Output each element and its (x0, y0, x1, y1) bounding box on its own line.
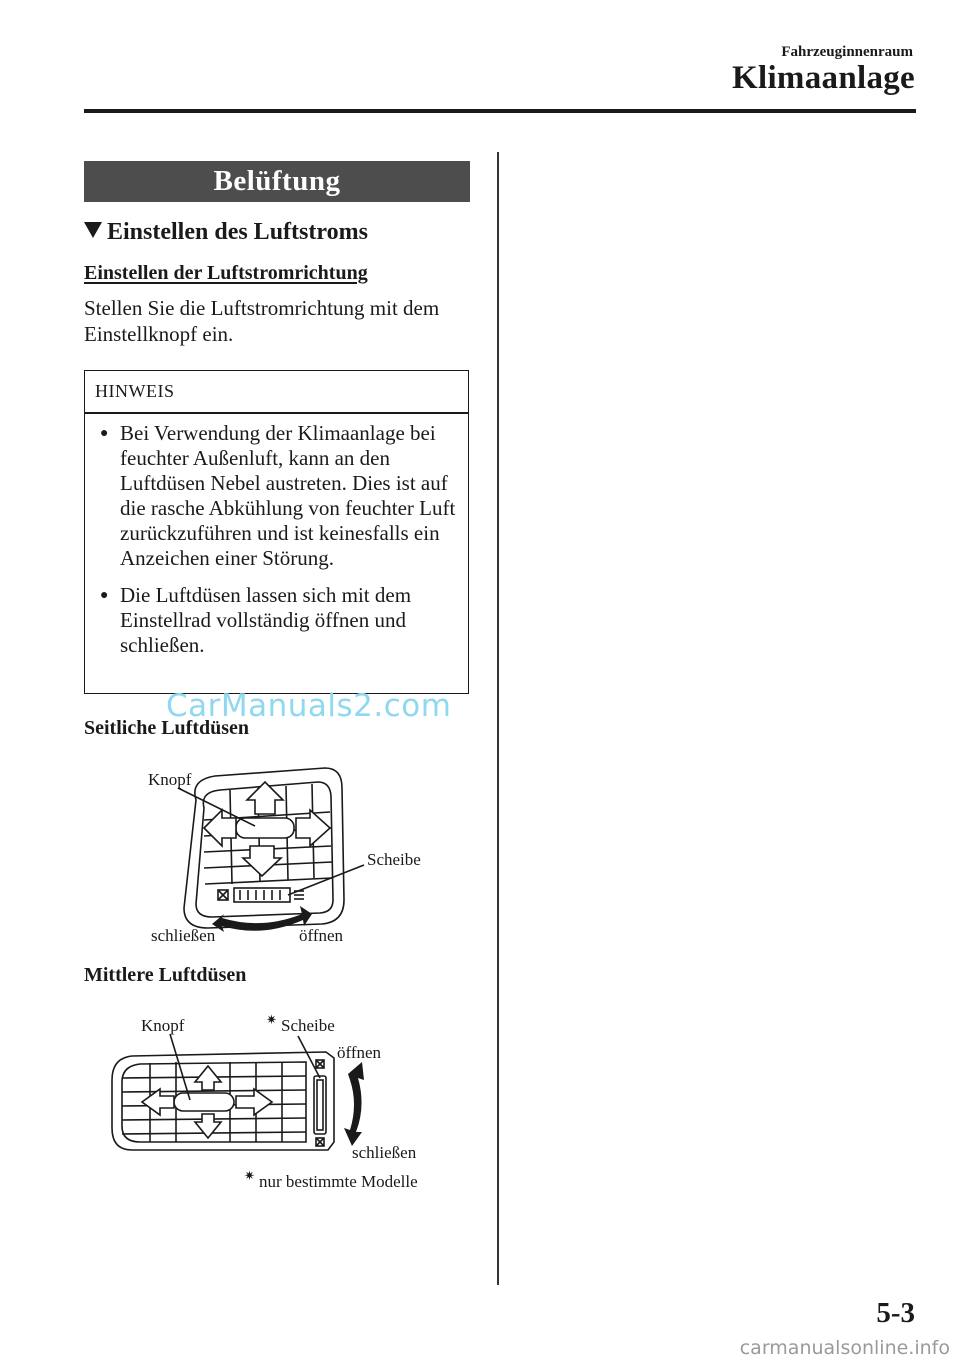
bullet-icon: ● (100, 426, 109, 441)
watermark: CarManuals2.com (166, 688, 452, 724)
chapter-title: Klimaanlage (732, 60, 915, 96)
asterisk-icon: ✷ (266, 1012, 277, 1027)
side-open-label: öffnen (299, 926, 344, 945)
subheading: Einstellen der Luftstromrichtung (84, 262, 368, 284)
center-close-label: schließen (352, 1143, 417, 1162)
center-open-label: öffnen (337, 1043, 382, 1062)
center-knob-label: Knopf (141, 1016, 185, 1035)
note-title: HINWEIS (95, 381, 175, 401)
bullet-icon: ● (100, 588, 109, 603)
side-vents-title: Seitliche Luftdüsen (84, 717, 250, 739)
footer-watermark: carmanualsonline.info (739, 1337, 950, 1359)
side-knob-label: Knopf (148, 770, 192, 789)
note-item: ● Bei Verwendung der Klimaanlage bei feuchter Außenluft, kann an den Luftdüsen Nebel austreten. Dies ist auf die rasche Abkühlung von feuchter Luft zurückzuführen und ist keinesfalls ein Anzeichen einer Störung. (100, 421, 456, 570)
footnote-asterisk-icon: ✷ (244, 1168, 255, 1183)
center-vents-title: Mittlere Luftdüsen (84, 964, 247, 986)
heading-text: Einstellen des Luftstroms (107, 219, 368, 245)
section-title: Fahrzeuginnenraum (781, 44, 913, 60)
note-item: ● Die Luftdüsen lassen sich mit dem Einstellrad vollständig öffnen und schließen. (100, 583, 412, 657)
center-disc-label: Scheibe (281, 1016, 335, 1035)
section-banner: Belüftung (84, 161, 470, 202)
side-disc-label: Scheibe (367, 850, 421, 869)
intro-paragraph: Stellen Sie die Luftstromrichtung mit dem Einstellknopf ein. (84, 296, 440, 346)
side-close-label: schließen (151, 926, 216, 945)
footnote-text: nur bestimmte Modelle (259, 1172, 418, 1191)
page-number: 5-3 (876, 1297, 915, 1329)
